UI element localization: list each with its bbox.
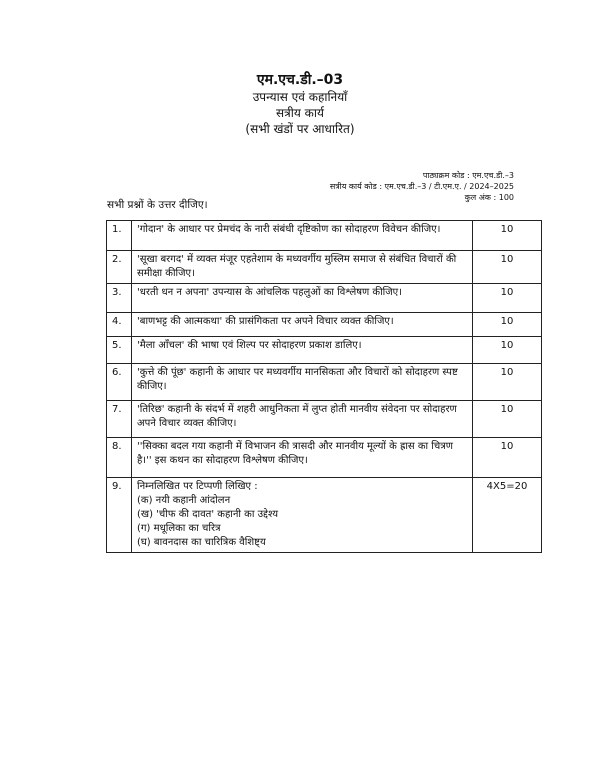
instruction-text: सभी प्रश्नों के उत्तर दीजिए। — [107, 199, 208, 211]
course-code-line: पाठ्यक्रम कोड : एम.एच.डी.–3 — [422, 171, 514, 180]
question-marks: 10 — [473, 313, 542, 337]
assignment-type: सत्रीय कार्य — [276, 106, 324, 120]
question-marks: 10 — [473, 401, 542, 438]
question-marks: 10 — [473, 221, 542, 251]
question-number: 5. — [107, 337, 132, 364]
question-marks: 4X5=20 — [473, 478, 542, 553]
question-text: 'कुत्ते की पूंछ' कहानी के आधार पर मध्यवर्गीय मानसिकता और विचारों को सोदाहरण स्पष्ट कीजिए। — [132, 364, 473, 401]
question-number: 3. — [107, 284, 132, 313]
assignment-meta — [330, 170, 514, 203]
question-marks: 10 — [473, 364, 542, 401]
course-code-title: एम.एच.डी.–03 — [256, 72, 344, 88]
question-text: 'बाणभट्ट की आत्मकथा' की प्रासंगिकता पर अपने विचार व्यक्त कीजिए। — [132, 313, 473, 337]
sub-item: (क) नयी कहानी आंदोलन — [137, 495, 231, 506]
question-row — [107, 284, 542, 313]
question-text: ''सिक्का बदल गया कहानी में विभाजन की त्रासदी और मानवीय मूल्यों के ह्रास का चित्रण है।'' इस कथन का सोदाहरण विश्लेषण कीजिए। — [132, 438, 473, 478]
question-row — [107, 313, 542, 337]
question-text: 'मैला आँचल' की भाषा एवं शिल्प पर सोदाहरण प्रकाश डालिए। — [132, 337, 473, 364]
question-number: 8. — [107, 438, 132, 478]
question-text: 'तिरिछ' कहानी के संदर्भ में शहरी आधुनिकता में लुप्त होती मानवीय संवेदना पर सोदाहरण अपने विचार व्यक्त कीजिए। — [132, 401, 473, 438]
assignment-scope: (सभी खंडों पर आधारित) — [245, 122, 355, 136]
question-intro: निम्नलिखित पर टिप्पणी लिखिए : — [137, 481, 258, 492]
question-row — [107, 221, 542, 251]
question-text: 'सूखा बरगद' में व्यक्त मंजूर एहतेशाम के मध्यवर्गीय मुस्लिम समाज से संबंधित विचारों की समीक्षा कीजिए। — [132, 251, 473, 284]
course-name: उपन्यास एवं कहानियाँ — [252, 90, 348, 104]
question-number: 9. — [107, 478, 132, 553]
question-number: 2. — [107, 251, 132, 284]
question-text: 'गोदान' के आधार पर प्रेमचंद के नारी संबंधी दृष्टिकोण का सोदाहरण विवेचन कीजिए। — [132, 221, 473, 251]
sub-item: (घ) बावनदास का चारित्रिक वैशिष्ट्य — [137, 537, 266, 548]
question-row — [107, 401, 542, 438]
question-number: 1. — [107, 221, 132, 251]
question-row — [107, 337, 542, 364]
question-row — [107, 438, 542, 478]
question-number: 7. — [107, 401, 132, 438]
question-number: 6. — [107, 364, 132, 401]
question-marks: 10 — [473, 337, 542, 364]
sub-item: (ख) 'चीफ की दावत' कहानी का उद्देश्य — [137, 509, 278, 520]
questions-table — [106, 220, 542, 553]
question-marks: 10 — [473, 284, 542, 313]
question-marks: 10 — [473, 251, 542, 284]
total-marks-line: कुल अंक : 100 — [464, 193, 514, 202]
question-row — [107, 364, 542, 401]
question-number: 4. — [107, 313, 132, 337]
question-marks: 10 — [473, 438, 542, 478]
question-row — [107, 478, 542, 553]
question-text: 'धरती धन न अपना' उपन्यास के आंचलिक पहलुओं का विश्लेषण कीजिए। — [132, 284, 473, 313]
question-text — [132, 478, 473, 553]
document-header — [0, 72, 600, 137]
assignment-code-line: सत्रीय कार्य कोड : एम.एच.डी.–3 / टी.एम.ए. / 2024–2025 — [329, 182, 514, 191]
sub-item: (ग) मधूलिका का चरित्र — [137, 523, 221, 534]
question-row — [107, 251, 542, 284]
